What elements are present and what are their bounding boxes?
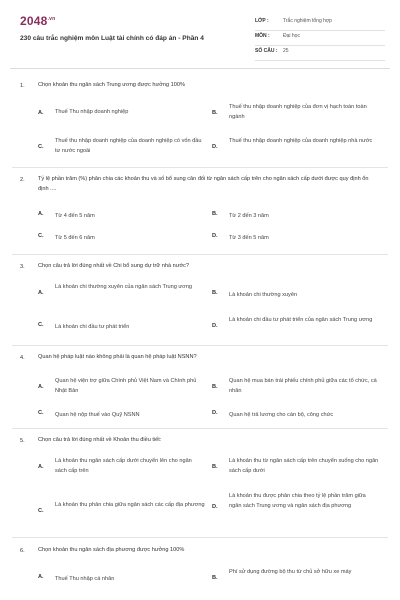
option-text: Từ 5 đến 6 năm xyxy=(55,235,95,241)
option-text: Là khoản chi đầu tư phát triển xyxy=(55,324,130,330)
option-text: Phí sử dụng đường bộ thu từ chủ sở hữu xe máy xyxy=(229,569,352,575)
option-text: Là khoản chi thường xuyên xyxy=(229,292,298,298)
option-text: Thuế thu nhập doanh nghiệp của đơn vị hạch toán toàn ngành xyxy=(229,104,367,120)
option-text: Là khoản thu phân chia giữa ngân sách các cấp địa phương xyxy=(55,502,205,508)
option-text: Quan hệ viện trợ giữa Chính phủ Việt Nam và Chính phủ Nhật Bản xyxy=(55,378,197,394)
option-letter: C. xyxy=(38,410,44,416)
meta-value: Đại học xyxy=(283,33,300,39)
option-letter: D. xyxy=(212,144,218,150)
option-text: Thuế thu nhập doanh nghiệp của doanh nghiệp có vốn đầu tư nước ngoài xyxy=(55,138,202,154)
question-number: 3. xyxy=(20,264,25,270)
option-letter: D. xyxy=(212,233,218,239)
meta-row-class xyxy=(255,16,385,31)
option-text: Là khoản thu từ ngân sách cấp trên chuyển xuống cho ngân sách cấp dưới xyxy=(229,458,379,474)
option-text: Từ 4 đến 5 năm xyxy=(55,213,95,219)
question-number: 6. xyxy=(20,548,25,554)
meta-label: LỚP : xyxy=(255,18,269,24)
option-letter: A. xyxy=(38,464,44,470)
option-letter: D. xyxy=(212,504,218,510)
option-letter: B. xyxy=(212,110,218,116)
option-letter: C. xyxy=(38,144,44,150)
option-letter: C. xyxy=(38,322,44,328)
option-text: Từ 2 đến 3 năm xyxy=(229,213,269,219)
option-letter: B. xyxy=(212,384,218,390)
option-letter: C. xyxy=(38,233,44,239)
question-divider xyxy=(12,167,388,168)
option-text: Thuế Thu nhập doanh nghiệp xyxy=(55,109,129,115)
question-text: Chọn câu trả lời đúng nhất về Khoản thu điều tiết: xyxy=(38,437,162,443)
option-letter: A. xyxy=(38,290,44,296)
question-text: Tỷ lệ phần trăm (%) phân chia các khoản thu và số bổ sung cân đối từ ngân sách cấp trên cho ngân sách cấp dưới được quy định ổn định .... xyxy=(38,176,369,192)
question-number: 5. xyxy=(20,438,25,444)
option-letter: B. xyxy=(212,211,218,217)
option-letter: B. xyxy=(212,290,218,296)
meta-label: SỐ CÂU : xyxy=(255,48,278,54)
logo-suffix: .vn xyxy=(47,16,56,22)
option-letter: C. xyxy=(38,508,44,514)
question-text: Chọn khoản thu ngân sách địa phương được hưởng 100% xyxy=(38,547,185,553)
question-divider xyxy=(12,254,388,255)
option-letter: A. xyxy=(38,110,44,116)
option-letter: B. xyxy=(212,464,218,470)
option-letter: D. xyxy=(212,323,218,329)
document-title: 230 câu trắc nghiệm môn Luật tài chính có đáp án - Phần 4 xyxy=(20,35,204,42)
option-text: Từ 3 đến 5 năm xyxy=(229,235,269,241)
site-logo[interactable] xyxy=(20,14,55,28)
question-divider xyxy=(12,345,388,346)
question-divider xyxy=(12,537,388,538)
meta-label: MÔN : xyxy=(255,33,270,39)
option-letter: B. xyxy=(212,575,218,581)
question-text: Chọn khoản thu ngân sách Trung ương được hưởng 100% xyxy=(38,82,185,88)
option-text: Là khoản chi thường xuyên của ngân sách Trung ương xyxy=(55,284,193,290)
question-number: 4. xyxy=(20,355,25,361)
meta-row-subject xyxy=(255,31,385,46)
header-divider xyxy=(10,68,390,69)
option-letter: A. xyxy=(38,574,44,580)
option-letter: A. xyxy=(38,384,44,390)
option-text: Thuế Thu nhập cá nhân xyxy=(55,576,115,582)
option-text: Là khoản thu được phân chia theo tỷ lệ phần trăm giữa ngân sách Trung ương và ngân sách địa phương xyxy=(229,493,366,509)
question-divider xyxy=(12,428,388,429)
option-letter: D. xyxy=(212,410,218,416)
question-number: 2. xyxy=(20,177,25,183)
option-text: Quan hệ trả lương cho cán bộ, công chức xyxy=(229,412,334,418)
option-text: Thuế thu nhập doanh nghiệp của doanh nghiệp nhà nước xyxy=(229,138,373,144)
meta-table xyxy=(255,16,385,61)
question-text: Chọn câu trả lời đúng nhất về Chi bổ sung dự trữ nhà nước? xyxy=(38,263,190,269)
question-text: Quan hệ pháp luật nào không phải là quan hệ pháp luật NSNN? xyxy=(38,354,197,360)
option-text: Quan hệ mua bán trái phiếu chính phủ giữa các tổ chức, cá nhân xyxy=(229,378,377,394)
document-header xyxy=(0,0,400,68)
meta-value: Trắc nghiệm tổng hợp xyxy=(283,18,332,24)
option-text: Là khoản chi đầu tư phát triển của ngân sách Trung ương xyxy=(229,317,373,323)
option-letter: A. xyxy=(38,211,44,217)
option-text: Là khoản thu ngân sách cấp dưới chuyển lên cho ngân sách cấp trên xyxy=(55,458,192,474)
option-text: Quan hệ nộp thuế vào Quỹ NSNN xyxy=(55,412,140,418)
logo-text: 2048 xyxy=(20,14,48,28)
meta-value: 25 xyxy=(283,48,289,54)
question-number: 1. xyxy=(20,83,25,89)
meta-row-count xyxy=(255,46,385,61)
